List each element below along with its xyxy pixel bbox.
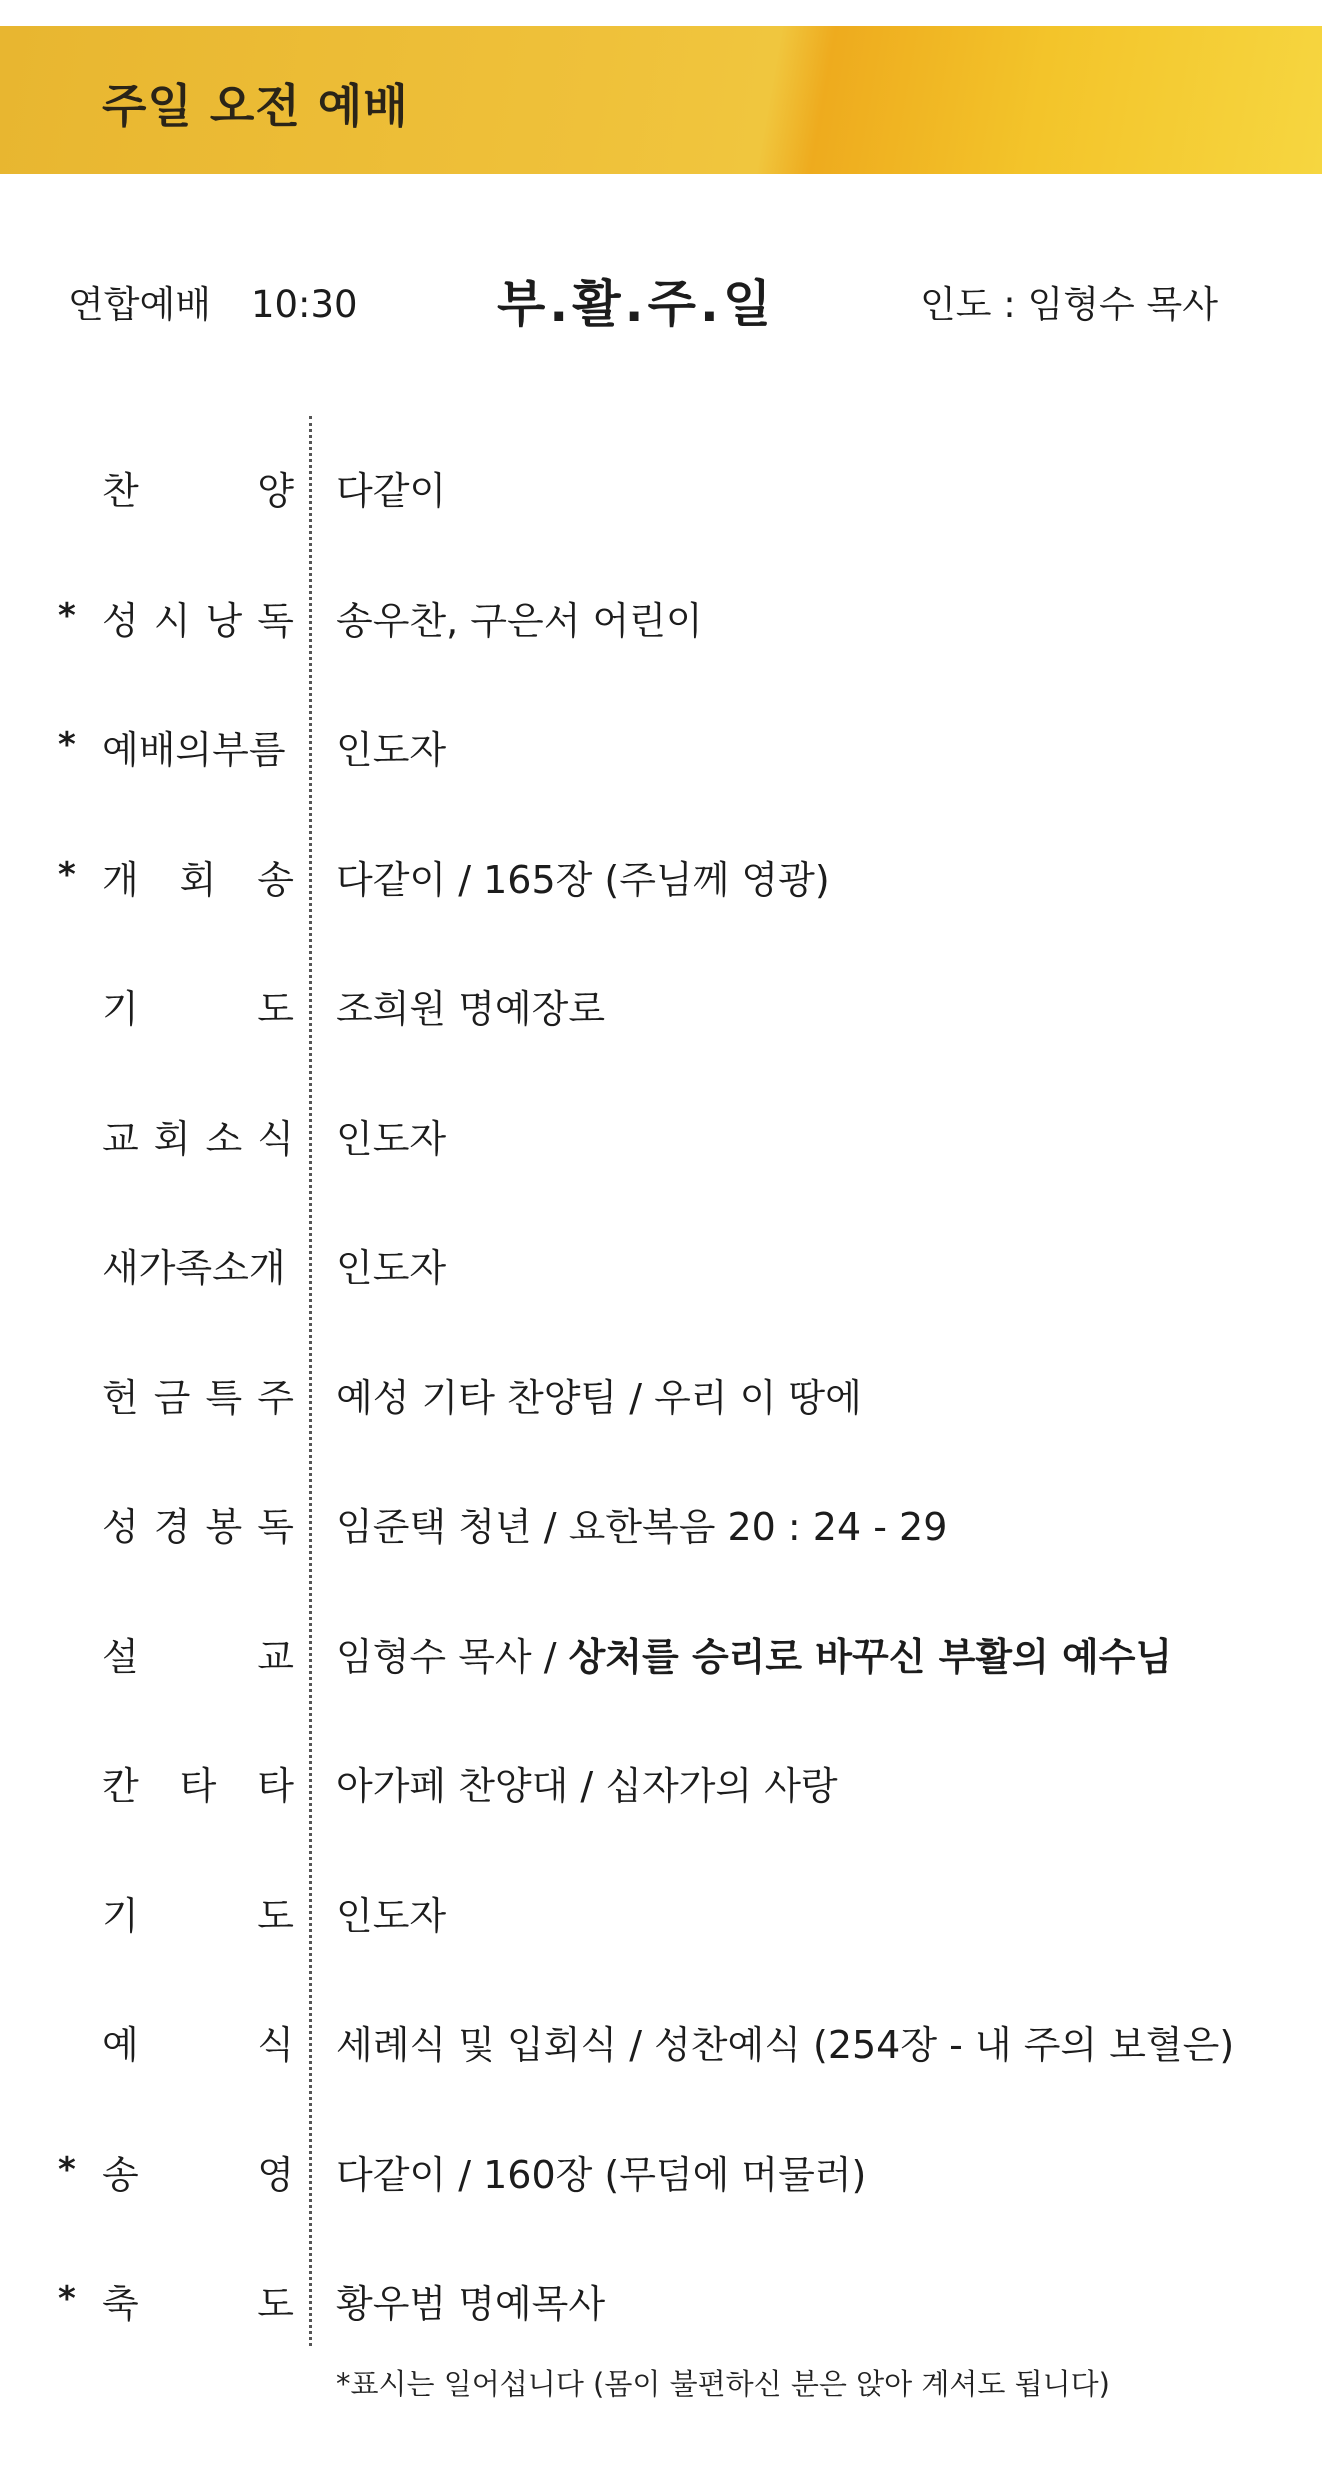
item-value [336,1885,446,1940]
item-label-char: 교 [102,1117,139,1161]
worship-item [0,1885,1336,1945]
worship-item [0,2014,1336,2074]
item-label-char: 시 [153,599,191,643]
item-label-char: 칸 [102,1764,139,1808]
service-type: 연합예배 [68,283,211,326]
item-label [102,978,294,1033]
item-label-char: 봉 [205,1505,243,1549]
item-value-text: 인도자 [336,1117,447,1161]
service-info [68,274,358,328]
item-value [336,978,605,1033]
worship-item [0,1237,1336,1297]
item-label-char: 회 [153,1117,191,1161]
item-label-char: 설 [102,1635,139,1679]
item-label-char: 독 [257,1505,294,1549]
item-value [336,1626,1172,1681]
worship-item [0,1755,1336,1815]
item-label-char: 찬 [102,469,139,513]
item-value [336,719,446,774]
item-label-char: 성 [102,599,139,643]
item-label-char: 새가족소개 [102,1246,286,1290]
item-label-char: 기 [102,987,139,1031]
item-label-char: 성 [102,1505,139,1549]
standing-marker: * [58,2150,76,2190]
item-value-text: 다같이 / 165장 (주님께 영광) [336,858,830,902]
item-label-char: 금 [153,1376,191,1420]
worship-item [0,2144,1336,2204]
item-label [102,2014,294,2069]
standing-marker: * [58,855,76,895]
item-label [102,1367,294,1422]
item-value [336,590,703,645]
item-label [102,1626,294,1681]
item-label-char: 경 [153,1505,191,1549]
item-label-char: 도 [257,2282,294,2326]
worship-item [0,849,1336,909]
item-label [102,590,294,645]
item-value-text: 조희원 명예장로 [336,987,606,1031]
item-value-text: 다같이 [336,469,447,513]
sunday-title: 부.활.주.일 [497,275,776,333]
item-value-text: 임형수 목사 / [336,1635,569,1679]
worship-item [0,2273,1336,2333]
item-label-char: 개 [102,858,139,902]
item-value-text: 임준택 청년 / 요한복음 20 : 24 - 29 [336,1505,948,1549]
item-label-char: 소 [205,1117,243,1161]
item-value-text: 인도자 [336,728,447,772]
item-value [336,2014,1234,2069]
worship-item [0,719,1336,779]
item-value [336,2144,866,2199]
item-value-text: 송우찬, 구은서 어린이 [336,599,703,643]
item-label [102,1755,294,1810]
item-value-text: 인도자 [336,1246,447,1290]
item-label-char: 양 [257,469,294,513]
item-label [102,849,294,904]
service-title: 주일 오전 예배 [102,79,409,133]
item-label-char: 도 [257,1894,294,1938]
item-label-char: 독 [257,599,294,643]
item-label [102,1885,294,1940]
item-value-text: 인도자 [336,1894,447,1938]
worship-item [0,460,1336,520]
item-label-char: 축 [102,2282,139,2326]
item-label [102,1108,294,1163]
item-value-text: 다같이 / 160장 (무덤에 머물러) [336,2153,867,2197]
item-label-char: 낭 [205,599,243,643]
item-label [102,460,294,515]
item-label-char: 주 [257,1376,294,1420]
item-label [102,1237,294,1292]
item-value-text: 황우범 명예목사 [336,2282,606,2326]
item-value [336,1496,947,1551]
item-value [336,2273,605,2328]
item-value [336,1237,446,1292]
item-value [336,1367,862,1422]
item-label-char: 송 [102,2153,139,2197]
worship-item [0,1367,1336,1427]
item-label [102,1496,294,1551]
service-leader: 인도 : 임형수 목사 [920,283,1218,326]
standing-marker: * [58,725,76,765]
item-value [336,460,446,515]
item-label-char: 송 [257,858,294,902]
worship-item [0,1496,1336,1556]
item-label-char: 교 [257,1635,294,1679]
item-label-char: 특 [205,1376,243,1420]
worship-item [0,1626,1336,1686]
service-time: 10:30 [250,283,358,326]
item-value-text: 예성 기타 찬양팀 / 우리 이 땅에 [336,1376,862,1420]
worship-item [0,978,1336,1038]
footnote: *표시는 일어섭니다 (몸이 불편하신 분은 앉아 계셔도 됩니다) [336,2367,1110,2401]
standing-marker: * [58,2279,76,2319]
item-value [336,1755,838,1810]
item-label [102,2144,294,2199]
item-label-char: 기 [102,1894,139,1938]
item-label-char: 도 [257,987,294,1031]
item-value [336,1108,446,1163]
worship-item [0,590,1336,650]
item-label-char: 식 [257,1117,294,1161]
sermon-title: 상처를 승리로 바꾸신 부활의 예수님 [568,1635,1173,1679]
item-value-text: 세례식 및 입회식 / 성찬예식 (254장 - 내 주의 보혈은) [336,2023,1235,2067]
service-header [0,264,1336,334]
title-banner [0,26,1322,174]
item-label [102,2273,294,2328]
item-label-char: 예배의부름 [102,728,286,772]
item-label-char: 예 [102,2023,139,2067]
item-value-text: 아가페 찬양대 / 십자가의 사랑 [336,1764,838,1808]
standing-marker: * [58,596,76,636]
item-label-char: 헌 [102,1376,139,1420]
item-label-char: 타 [179,1764,217,1808]
item-value [336,849,830,904]
item-label-char: 타 [257,1764,294,1808]
item-label [102,719,294,774]
item-label-char: 식 [257,2023,294,2067]
worship-item [0,1108,1336,1168]
item-label-char: 영 [257,2153,294,2197]
item-label-char: 회 [179,858,217,902]
